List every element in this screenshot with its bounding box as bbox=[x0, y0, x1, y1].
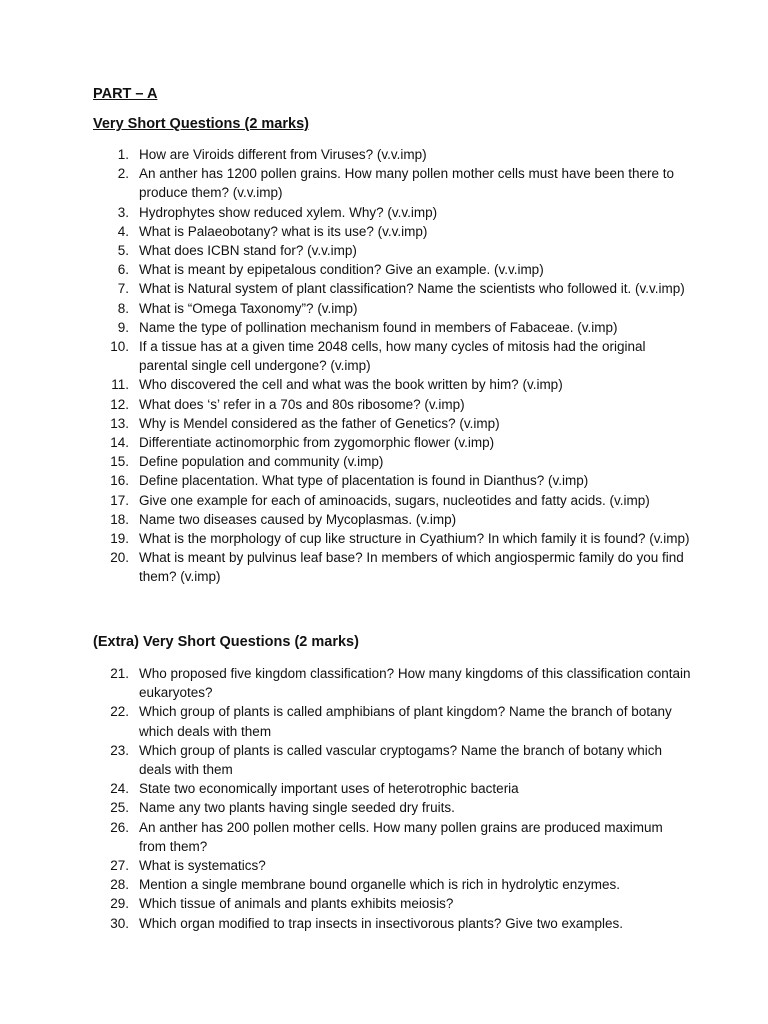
question-item bbox=[93, 279, 693, 298]
question-item bbox=[93, 510, 693, 529]
question-item bbox=[93, 894, 693, 913]
question-number: 13. bbox=[110, 415, 129, 431]
question-text: An anther has 200 pollen mother cells. How many pollen grains are produced maximum from them? bbox=[139, 819, 663, 854]
question-item bbox=[93, 798, 693, 817]
question-text: Mention a single membrane bound organelle which is rich in hydrolytic enzymes. bbox=[139, 877, 620, 893]
question-number: 22. bbox=[110, 704, 129, 720]
question-item bbox=[93, 299, 693, 318]
question-number: 2. bbox=[117, 166, 129, 182]
question-number: 10. bbox=[110, 339, 129, 355]
question-number: 5. bbox=[117, 243, 129, 259]
question-item bbox=[93, 779, 693, 798]
question-text: How are Viroids different from Viruses? (v.v.imp) bbox=[139, 147, 427, 162]
question-text: State two economically important uses of heterotrophic bacteria bbox=[139, 781, 519, 797]
question-number: 21. bbox=[110, 666, 129, 681]
question-number: 17. bbox=[110, 492, 129, 508]
question-item bbox=[93, 818, 693, 856]
question-item bbox=[93, 875, 693, 894]
question-number: 9. bbox=[117, 319, 129, 335]
question-text: What is meant by pulvinus leaf base? In members of which angiospermic family do you find them? (v.imp) bbox=[139, 550, 684, 585]
question-number: 15. bbox=[110, 454, 129, 470]
question-number: 20. bbox=[110, 550, 129, 566]
question-number: 14. bbox=[110, 435, 129, 451]
question-item bbox=[93, 433, 693, 452]
question-item bbox=[93, 260, 693, 279]
question-item bbox=[93, 145, 693, 164]
question-text: Define population and community (v.imp) bbox=[139, 454, 384, 470]
question-item bbox=[93, 664, 693, 702]
question-text: What does ‘s’ refer in a 70s and 80s ribosome? (v.imp) bbox=[139, 396, 465, 412]
question-text: Why is Mendel considered as the father of Genetics? (v.imp) bbox=[139, 415, 500, 431]
question-item bbox=[93, 856, 693, 875]
question-number: 25. bbox=[110, 800, 129, 816]
question-text: Who discovered the cell and what was the book written by him? (v.imp) bbox=[139, 377, 563, 393]
question-item bbox=[93, 702, 693, 740]
question-text: Define placentation. What type of placentation is found in Dianthus? (v.imp) bbox=[139, 473, 589, 489]
question-text: Name the type of pollination mechanism found in members of Fabaceae. (v.imp) bbox=[139, 319, 618, 335]
question-item bbox=[93, 414, 693, 433]
question-text: An anther has 1200 pollen grains. How many pollen mother cells must have been there to produce them? (v.v.imp) bbox=[139, 166, 675, 201]
question-text: Name any two plants having single seeded dry fruits. bbox=[139, 800, 455, 816]
question-number: 24. bbox=[110, 781, 129, 797]
question-number: 23. bbox=[110, 742, 129, 758]
question-text: What is Natural system of plant classification? Name the scientists who followed it. (v.v.imp) bbox=[139, 281, 685, 297]
question-item bbox=[93, 471, 693, 490]
question-text: What is Palaeobotany? what is its use? (v.v.imp) bbox=[139, 223, 428, 239]
question-text: Who proposed five kingdom classification? How many kingdoms of this classification contain eukaryotes? bbox=[139, 666, 691, 701]
question-number: 8. bbox=[117, 300, 129, 316]
question-item bbox=[93, 241, 693, 260]
question-number: 3. bbox=[117, 204, 129, 220]
question-number: 19. bbox=[110, 531, 129, 547]
question-text: What is the morphology of cup like structure in Cyathium? In which family it is found? (v.imp) bbox=[139, 531, 690, 547]
question-list-extra bbox=[93, 664, 693, 933]
question-text: Name two diseases caused by Mycoplasmas. (v.imp) bbox=[139, 511, 457, 527]
question-text: If a tissue has at a given time 2048 cells, how many cycles of mitosis had the original parental single cell undergone? (v.imp) bbox=[139, 339, 646, 374]
question-number: 26. bbox=[110, 819, 129, 835]
question-item bbox=[93, 337, 693, 375]
question-item bbox=[93, 491, 693, 510]
part-title: PART – A bbox=[93, 86, 158, 102]
section-title-extra-very-short: (Extra) Very Short Questions (2 marks) bbox=[93, 634, 359, 650]
question-item bbox=[93, 395, 693, 414]
question-text: Which group of plants is called vascular cryptogams? Name the branch of botany which deals with them bbox=[139, 742, 663, 778]
question-text: Which organ modified to trap insects in insectivorous plants? Give two examples. bbox=[139, 915, 623, 931]
question-text: Which group of plants is called amphibians of plant kingdom? Name the branch of botany which deals with them bbox=[139, 704, 672, 739]
question-item bbox=[93, 452, 693, 471]
question-number: 7. bbox=[117, 281, 129, 297]
question-item bbox=[93, 318, 693, 337]
question-item bbox=[93, 548, 693, 586]
question-number: 6. bbox=[117, 262, 129, 278]
question-number: 4. bbox=[117, 223, 129, 239]
question-item bbox=[93, 164, 693, 202]
question-number: 28. bbox=[110, 877, 129, 893]
question-number: 30. bbox=[110, 915, 129, 931]
question-number: 12. bbox=[110, 396, 129, 412]
question-number: 18. bbox=[110, 511, 129, 527]
question-item bbox=[93, 529, 693, 548]
question-text: What is “Omega Taxonomy”? (v.imp) bbox=[139, 300, 358, 316]
question-item bbox=[93, 741, 693, 779]
question-item bbox=[93, 914, 693, 933]
question-item bbox=[93, 375, 693, 394]
question-text: Hydrophytes show reduced xylem. Why? (v.v.imp) bbox=[139, 204, 438, 220]
question-number: 29. bbox=[110, 896, 129, 912]
question-item bbox=[93, 222, 693, 241]
question-text: What is systematics? bbox=[139, 858, 266, 874]
question-number: 11. bbox=[111, 377, 129, 393]
question-number: 1. bbox=[117, 147, 129, 162]
question-text: Which tissue of animals and plants exhibits meiosis? bbox=[139, 896, 454, 912]
question-number: 16. bbox=[110, 473, 129, 489]
section-title-very-short: Very Short Questions (2 marks) bbox=[93, 116, 309, 132]
question-text: Give one example for each of aminoacids, sugars, nucleotides and fatty acids. (v.imp) bbox=[139, 492, 650, 508]
question-text: Differentiate actinomorphic from zygomorphic flower (v.imp) bbox=[139, 435, 495, 451]
question-text: What does ICBN stand for? (v.v.imp) bbox=[139, 243, 357, 259]
question-number: 27. bbox=[110, 858, 129, 874]
question-text: What is meant by epipetalous condition? Give an example. (v.v.imp) bbox=[139, 262, 544, 278]
question-item bbox=[93, 203, 693, 222]
question-list-very-short bbox=[93, 145, 693, 587]
